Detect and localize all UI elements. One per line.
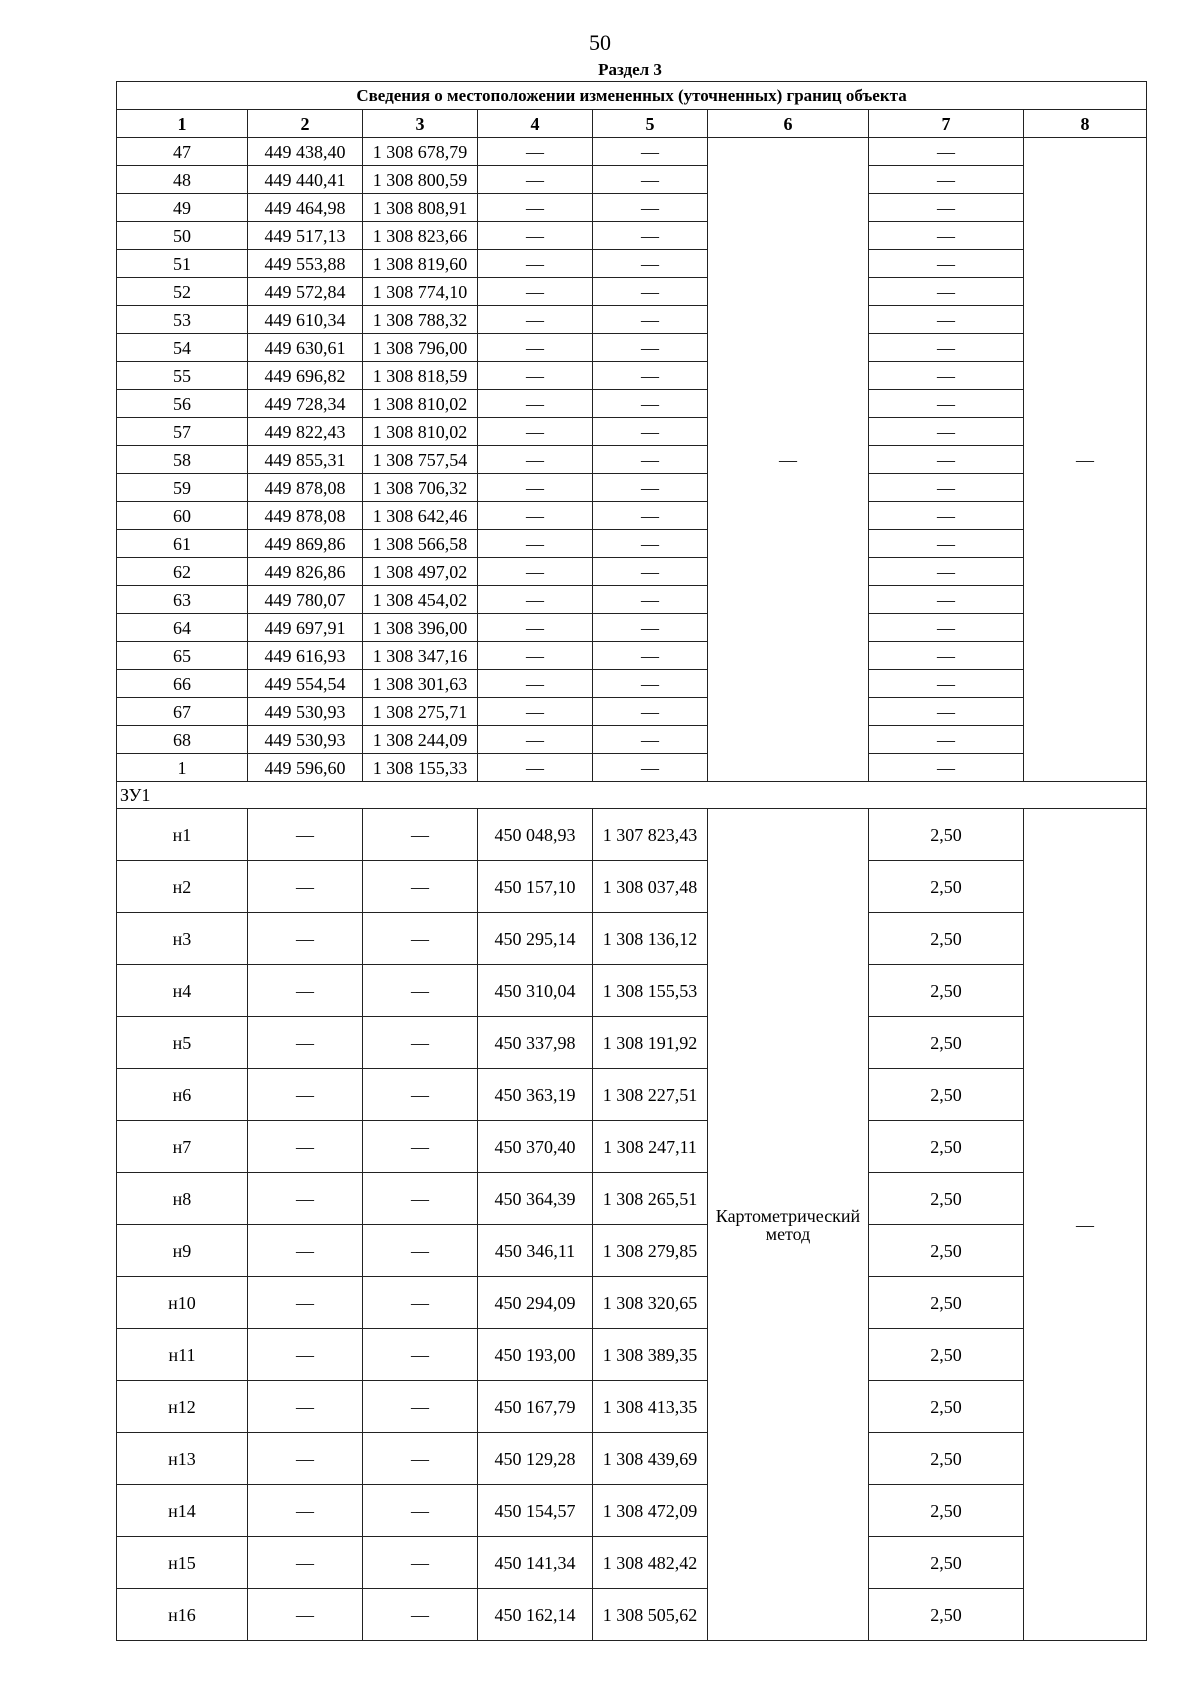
new-x-cell: —: [478, 698, 593, 726]
existing-y-cell: 1 308 275,71: [363, 698, 478, 726]
table-row: [117, 278, 1147, 306]
table-row: [117, 418, 1147, 446]
existing-y-cell: 1 308 396,00: [363, 614, 478, 642]
new-x-cell: —: [478, 670, 593, 698]
existing-y-cell: —: [363, 1485, 478, 1537]
existing-x-cell: 449 530,93: [248, 698, 363, 726]
new-y-cell: —: [593, 194, 708, 222]
existing-y-cell: 1 308 757,54: [363, 446, 478, 474]
existing-y-cell: —: [363, 913, 478, 965]
new-y-cell: —: [593, 698, 708, 726]
point-number-cell: 68: [117, 726, 248, 754]
existing-y-cell: —: [363, 861, 478, 913]
existing-x-cell: 449 869,86: [248, 530, 363, 558]
new-y-cell: —: [593, 614, 708, 642]
new-y-cell: —: [593, 642, 708, 670]
existing-y-cell: 1 308 301,63: [363, 670, 478, 698]
accuracy-cell: 2,50: [869, 1277, 1024, 1329]
new-x-cell: 450 363,19: [478, 1069, 593, 1121]
new-y-cell: —: [593, 586, 708, 614]
new-y-cell: —: [593, 222, 708, 250]
new-y-cell: 1 308 279,85: [593, 1225, 708, 1277]
new-y-cell: 1 308 413,35: [593, 1381, 708, 1433]
point-number-cell: н9: [117, 1225, 248, 1277]
table-row: [117, 1121, 1147, 1173]
existing-y-cell: —: [363, 1225, 478, 1277]
existing-x-cell: 449 826,86: [248, 558, 363, 586]
table-row: [117, 1485, 1147, 1537]
new-y-cell: 1 308 265,51: [593, 1173, 708, 1225]
existing-y-cell: 1 308 497,02: [363, 558, 478, 586]
accuracy-cell: —: [869, 502, 1024, 530]
accuracy-cell: 2,50: [869, 1329, 1024, 1381]
point-number-cell: н14: [117, 1485, 248, 1537]
page-number: 50: [589, 30, 611, 55]
column-number-row: [117, 110, 1147, 138]
point-number-cell: н4: [117, 965, 248, 1017]
existing-x-cell: 449 878,08: [248, 474, 363, 502]
table-row: [117, 334, 1147, 362]
accuracy-cell: 2,50: [869, 1173, 1024, 1225]
accuracy-cell: —: [869, 614, 1024, 642]
column-number-header: 6: [708, 110, 869, 138]
method-cell: Картометрический метод: [708, 809, 869, 1641]
accuracy-cell: —: [869, 222, 1024, 250]
table-row: [117, 726, 1147, 754]
accuracy-cell: 2,50: [869, 1589, 1024, 1641]
accuracy-cell: —: [869, 390, 1024, 418]
new-x-cell: 450 141,34: [478, 1537, 593, 1589]
existing-x-cell: —: [248, 809, 363, 861]
point-number-cell: 53: [117, 306, 248, 334]
new-y-cell: —: [593, 306, 708, 334]
description-cell: —: [1024, 138, 1147, 782]
new-x-cell: —: [478, 446, 593, 474]
existing-x-cell: 449 616,93: [248, 642, 363, 670]
existing-x-cell: —: [248, 1537, 363, 1589]
point-number-cell: 62: [117, 558, 248, 586]
new-y-cell: 1 308 155,53: [593, 965, 708, 1017]
accuracy-cell: —: [869, 586, 1024, 614]
new-x-cell: —: [478, 362, 593, 390]
new-y-cell: 1 308 136,12: [593, 913, 708, 965]
new-y-cell: —: [593, 530, 708, 558]
existing-y-cell: —: [363, 1537, 478, 1589]
point-number-cell: 52: [117, 278, 248, 306]
table-row: [117, 530, 1147, 558]
existing-x-cell: 449 630,61: [248, 334, 363, 362]
point-number-cell: 61: [117, 530, 248, 558]
new-x-cell: 450 129,28: [478, 1433, 593, 1485]
existing-y-cell: —: [363, 1121, 478, 1173]
table-row: [117, 1069, 1147, 1121]
existing-x-cell: —: [248, 1485, 363, 1537]
boundary-coordinates-table: [116, 81, 1147, 1641]
existing-x-cell: —: [248, 913, 363, 965]
new-y-cell: 1 308 037,48: [593, 861, 708, 913]
accuracy-cell: —: [869, 726, 1024, 754]
new-x-cell: —: [478, 502, 593, 530]
new-y-cell: —: [593, 390, 708, 418]
point-number-cell: 54: [117, 334, 248, 362]
existing-y-cell: —: [363, 1277, 478, 1329]
table-row: [117, 474, 1147, 502]
accuracy-cell: 2,50: [869, 809, 1024, 861]
table-caption: Сведения о местоположении измененных (уточненных) границ объекта: [117, 82, 1147, 110]
table-row: [117, 222, 1147, 250]
new-x-cell: 450 294,09: [478, 1277, 593, 1329]
new-x-cell: 450 048,93: [478, 809, 593, 861]
new-y-cell: —: [593, 278, 708, 306]
table-row: [117, 138, 1147, 166]
existing-y-cell: 1 308 642,46: [363, 502, 478, 530]
existing-x-cell: —: [248, 1017, 363, 1069]
parcel-label: ЗУ1: [117, 782, 1147, 809]
new-y-cell: —: [593, 166, 708, 194]
existing-y-cell: —: [363, 1381, 478, 1433]
new-y-cell: 1 308 505,62: [593, 1589, 708, 1641]
new-x-cell: —: [478, 614, 593, 642]
point-number-cell: 47: [117, 138, 248, 166]
table-row: [117, 362, 1147, 390]
existing-y-cell: 1 308 454,02: [363, 586, 478, 614]
existing-x-cell: 449 878,08: [248, 502, 363, 530]
accuracy-cell: 2,50: [869, 1017, 1024, 1069]
accuracy-cell: —: [869, 698, 1024, 726]
new-y-cell: 1 308 389,35: [593, 1329, 708, 1381]
new-x-cell: 450 295,14: [478, 913, 593, 965]
existing-y-cell: 1 308 823,66: [363, 222, 478, 250]
point-number-cell: н11: [117, 1329, 248, 1381]
new-x-cell: 450 370,40: [478, 1121, 593, 1173]
existing-y-cell: —: [363, 809, 478, 861]
point-number-cell: 57: [117, 418, 248, 446]
accuracy-cell: 2,50: [869, 1381, 1024, 1433]
accuracy-cell: —: [869, 530, 1024, 558]
point-number-cell: 66: [117, 670, 248, 698]
new-x-cell: —: [478, 306, 593, 334]
new-x-cell: —: [478, 642, 593, 670]
section-title: Раздел 3: [598, 60, 662, 79]
new-y-cell: —: [593, 502, 708, 530]
table-row: [117, 965, 1147, 1017]
point-number-cell: 55: [117, 362, 248, 390]
existing-x-cell: 449 553,88: [248, 250, 363, 278]
table-row: [117, 446, 1147, 474]
new-y-cell: 1 308 320,65: [593, 1277, 708, 1329]
new-x-cell: —: [478, 474, 593, 502]
new-y-cell: 1 308 191,92: [593, 1017, 708, 1069]
table-row: [117, 1589, 1147, 1641]
new-y-cell: —: [593, 726, 708, 754]
point-number-cell: н1: [117, 809, 248, 861]
column-number-header: 4: [478, 110, 593, 138]
point-number-cell: 59: [117, 474, 248, 502]
existing-x-cell: 449 610,34: [248, 306, 363, 334]
accuracy-cell: —: [869, 138, 1024, 166]
table-row: [117, 670, 1147, 698]
parcel-group-row: [117, 782, 1147, 809]
accuracy-cell: 2,50: [869, 1225, 1024, 1277]
table-row: [117, 913, 1147, 965]
existing-y-cell: 1 308 347,16: [363, 642, 478, 670]
column-number-header: 2: [248, 110, 363, 138]
new-x-cell: —: [478, 194, 593, 222]
table-row: [117, 194, 1147, 222]
column-number-header: 3: [363, 110, 478, 138]
new-y-cell: 1 308 227,51: [593, 1069, 708, 1121]
new-x-cell: —: [478, 390, 593, 418]
existing-y-cell: 1 308 155,33: [363, 754, 478, 782]
table-row: [117, 586, 1147, 614]
existing-x-cell: —: [248, 1381, 363, 1433]
existing-x-cell: 449 697,91: [248, 614, 363, 642]
existing-y-cell: 1 308 244,09: [363, 726, 478, 754]
new-x-cell: 450 193,00: [478, 1329, 593, 1381]
table-row: [117, 614, 1147, 642]
table-row: [117, 1537, 1147, 1589]
new-y-cell: 1 308 247,11: [593, 1121, 708, 1173]
existing-y-cell: —: [363, 1329, 478, 1381]
table-row: [117, 306, 1147, 334]
existing-x-cell: 449 728,34: [248, 390, 363, 418]
description-cell: —: [1024, 809, 1147, 1641]
existing-x-cell: —: [248, 1069, 363, 1121]
existing-x-cell: —: [248, 861, 363, 913]
new-x-cell: —: [478, 726, 593, 754]
table-row: [117, 642, 1147, 670]
point-number-cell: 58: [117, 446, 248, 474]
new-x-cell: 450 162,14: [478, 1589, 593, 1641]
existing-y-cell: —: [363, 1173, 478, 1225]
table-row: [117, 502, 1147, 530]
accuracy-cell: —: [869, 670, 1024, 698]
new-x-cell: —: [478, 278, 593, 306]
existing-x-cell: —: [248, 965, 363, 1017]
existing-y-cell: 1 308 796,00: [363, 334, 478, 362]
table-row: [117, 558, 1147, 586]
new-y-cell: 1 308 472,09: [593, 1485, 708, 1537]
point-number-cell: н10: [117, 1277, 248, 1329]
existing-y-cell: —: [363, 965, 478, 1017]
new-x-cell: —: [478, 222, 593, 250]
point-number-cell: 56: [117, 390, 248, 418]
existing-x-cell: 449 696,82: [248, 362, 363, 390]
table-row: [117, 1433, 1147, 1485]
new-x-cell: 450 346,11: [478, 1225, 593, 1277]
existing-x-cell: 449 530,93: [248, 726, 363, 754]
new-x-cell: —: [478, 586, 593, 614]
new-y-cell: —: [593, 558, 708, 586]
existing-x-cell: 449 464,98: [248, 194, 363, 222]
new-x-cell: —: [478, 558, 593, 586]
existing-y-cell: 1 308 774,10: [363, 278, 478, 306]
new-x-cell: 450 167,79: [478, 1381, 593, 1433]
new-x-cell: 450 154,57: [478, 1485, 593, 1537]
point-number-cell: н5: [117, 1017, 248, 1069]
existing-x-cell: —: [248, 1173, 363, 1225]
point-number-cell: н3: [117, 913, 248, 965]
point-number-cell: н8: [117, 1173, 248, 1225]
point-number-cell: 50: [117, 222, 248, 250]
point-number-cell: н13: [117, 1433, 248, 1485]
existing-y-cell: 1 308 788,32: [363, 306, 478, 334]
table-row: [117, 1225, 1147, 1277]
method-cell: —: [708, 138, 869, 782]
point-number-cell: 63: [117, 586, 248, 614]
existing-x-cell: —: [248, 1277, 363, 1329]
existing-x-cell: 449 822,43: [248, 418, 363, 446]
existing-y-cell: 1 308 678,79: [363, 138, 478, 166]
new-y-cell: —: [593, 362, 708, 390]
accuracy-cell: —: [869, 250, 1024, 278]
accuracy-cell: —: [869, 194, 1024, 222]
table-row: [117, 1173, 1147, 1225]
new-y-cell: —: [593, 754, 708, 782]
table-body: [117, 138, 1147, 1641]
accuracy-cell: —: [869, 558, 1024, 586]
accuracy-cell: —: [869, 446, 1024, 474]
new-x-cell: —: [478, 250, 593, 278]
accuracy-cell: —: [869, 418, 1024, 446]
table-row: [117, 861, 1147, 913]
new-y-cell: —: [593, 418, 708, 446]
accuracy-cell: 2,50: [869, 1069, 1024, 1121]
accuracy-cell: 2,50: [869, 1433, 1024, 1485]
accuracy-cell: —: [869, 306, 1024, 334]
table-row: [117, 390, 1147, 418]
point-number-cell: н2: [117, 861, 248, 913]
existing-x-cell: 449 440,41: [248, 166, 363, 194]
point-number-cell: н12: [117, 1381, 248, 1433]
accuracy-cell: 2,50: [869, 1485, 1024, 1537]
existing-x-cell: 449 855,31: [248, 446, 363, 474]
table-row: [117, 1017, 1147, 1069]
new-y-cell: —: [593, 250, 708, 278]
new-y-cell: —: [593, 474, 708, 502]
table-row: [117, 1381, 1147, 1433]
point-number-cell: 49: [117, 194, 248, 222]
accuracy-cell: —: [869, 166, 1024, 194]
existing-y-cell: 1 308 706,32: [363, 474, 478, 502]
existing-x-cell: 449 572,84: [248, 278, 363, 306]
existing-x-cell: —: [248, 1589, 363, 1641]
new-x-cell: —: [478, 166, 593, 194]
existing-x-cell: —: [248, 1433, 363, 1485]
new-y-cell: —: [593, 670, 708, 698]
column-number-header: 7: [869, 110, 1024, 138]
existing-x-cell: —: [248, 1121, 363, 1173]
accuracy-cell: —: [869, 754, 1024, 782]
new-x-cell: —: [478, 530, 593, 558]
accuracy-cell: 2,50: [869, 1121, 1024, 1173]
new-y-cell: 1 308 482,42: [593, 1537, 708, 1589]
existing-x-cell: 449 554,54: [248, 670, 363, 698]
point-number-cell: 1: [117, 754, 248, 782]
existing-y-cell: 1 308 818,59: [363, 362, 478, 390]
existing-y-cell: 1 308 800,59: [363, 166, 478, 194]
point-number-cell: 67: [117, 698, 248, 726]
existing-x-cell: 449 517,13: [248, 222, 363, 250]
existing-y-cell: 1 308 810,02: [363, 418, 478, 446]
existing-x-cell: —: [248, 1329, 363, 1381]
point-number-cell: н16: [117, 1589, 248, 1641]
existing-y-cell: 1 308 819,60: [363, 250, 478, 278]
table-row: [117, 698, 1147, 726]
existing-x-cell: 449 596,60: [248, 754, 363, 782]
accuracy-cell: —: [869, 362, 1024, 390]
new-x-cell: 450 157,10: [478, 861, 593, 913]
table-row: [117, 1329, 1147, 1381]
column-number-header: 8: [1024, 110, 1147, 138]
accuracy-cell: 2,50: [869, 1537, 1024, 1589]
accuracy-cell: —: [869, 474, 1024, 502]
new-x-cell: 450 364,39: [478, 1173, 593, 1225]
accuracy-cell: 2,50: [869, 861, 1024, 913]
existing-y-cell: —: [363, 1069, 478, 1121]
existing-y-cell: 1 308 808,91: [363, 194, 478, 222]
new-y-cell: —: [593, 334, 708, 362]
new-x-cell: —: [478, 418, 593, 446]
point-number-cell: 64: [117, 614, 248, 642]
point-number-cell: н15: [117, 1537, 248, 1589]
accuracy-cell: 2,50: [869, 965, 1024, 1017]
existing-y-cell: —: [363, 1017, 478, 1069]
point-number-cell: 48: [117, 166, 248, 194]
point-number-cell: 51: [117, 250, 248, 278]
existing-y-cell: —: [363, 1433, 478, 1485]
table-row: [117, 250, 1147, 278]
column-number-header: 1: [117, 110, 248, 138]
point-number-cell: 60: [117, 502, 248, 530]
new-x-cell: —: [478, 138, 593, 166]
new-y-cell: —: [593, 138, 708, 166]
new-x-cell: —: [478, 754, 593, 782]
point-number-cell: н6: [117, 1069, 248, 1121]
accuracy-cell: 2,50: [869, 913, 1024, 965]
column-number-header: 5: [593, 110, 708, 138]
new-y-cell: 1 307 823,43: [593, 809, 708, 861]
new-y-cell: —: [593, 446, 708, 474]
accuracy-cell: —: [869, 642, 1024, 670]
table-row: [117, 1277, 1147, 1329]
existing-y-cell: 1 308 810,02: [363, 390, 478, 418]
existing-x-cell: —: [248, 1225, 363, 1277]
new-y-cell: 1 308 439,69: [593, 1433, 708, 1485]
existing-y-cell: 1 308 566,58: [363, 530, 478, 558]
table-row: [117, 809, 1147, 861]
existing-x-cell: 449 780,07: [248, 586, 363, 614]
accuracy-cell: —: [869, 334, 1024, 362]
existing-y-cell: —: [363, 1589, 478, 1641]
table-row: [117, 754, 1147, 782]
point-number-cell: н7: [117, 1121, 248, 1173]
new-x-cell: —: [478, 334, 593, 362]
accuracy-cell: —: [869, 278, 1024, 306]
point-number-cell: 65: [117, 642, 248, 670]
new-x-cell: 450 310,04: [478, 965, 593, 1017]
existing-x-cell: 449 438,40: [248, 138, 363, 166]
new-x-cell: 450 337,98: [478, 1017, 593, 1069]
table-row: [117, 166, 1147, 194]
